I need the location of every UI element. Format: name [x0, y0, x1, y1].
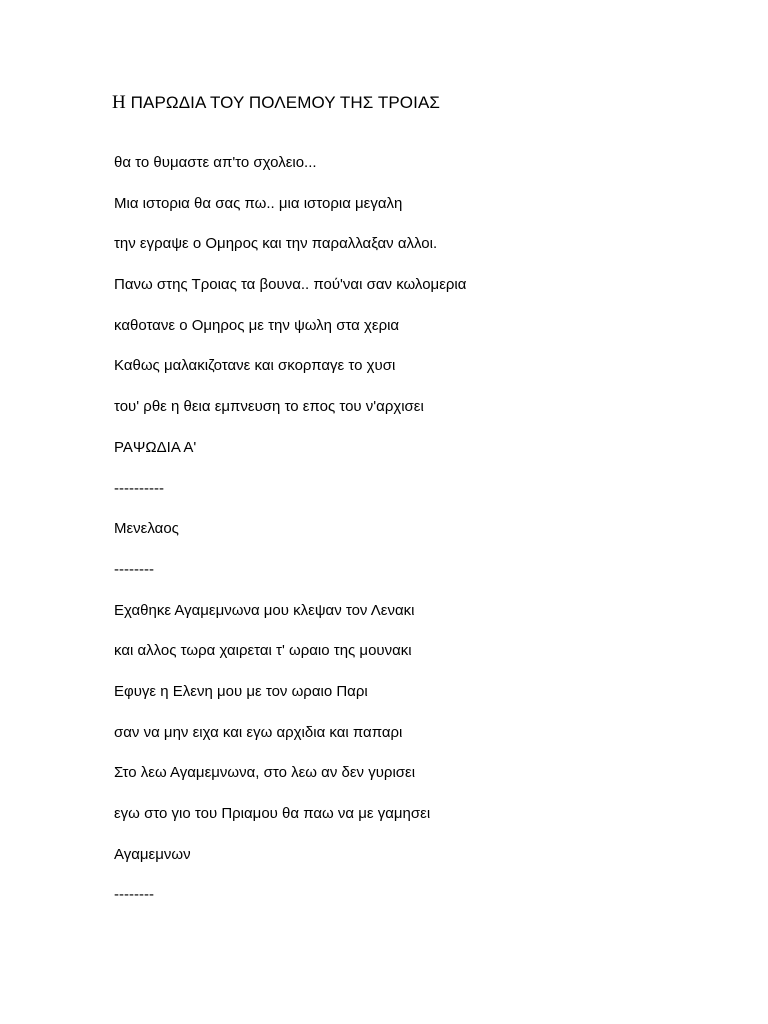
poem-line: Εχαθηκε Αγαμεμνωνα μου κλεψαν τον Λενακι — [114, 601, 415, 619]
poem-line: του' ρθε η θεια εμπνευση το επος του ν'αρχισει — [114, 398, 424, 416]
speaker-name: Μενελαος — [114, 520, 179, 538]
document-title — [112, 91, 440, 115]
poem-line: και αλλος τωρα χαιρεται τ' ωραιο της μουνακι — [114, 642, 412, 660]
poem-line: Πανω στης Τροιας τα βουνα.. πού'ναι σαν κωλομερια — [114, 276, 467, 294]
poem-line: Μια ιστορια θα σας πω.. μια ιστορια μεγαλη — [114, 194, 403, 212]
poem-lines — [114, 152, 466, 925]
separator-line: -------- — [114, 886, 154, 904]
title-text: ΠΑΡΩΔΙΑ ΤΟΥ ΠΟΛΕΜΟΥ ΤΗΣ ΤΡΟΙΑΣ — [125, 93, 440, 112]
poem-line: Καθως μαλακιζοτανε και σκορπαγε το χυσι — [114, 357, 396, 375]
poem-line: Εφυγε η Ελενη μου με τον ωραιο Παρι — [114, 682, 368, 700]
separator-line: -------- — [114, 560, 154, 578]
poem-line: σαν να μην ειχα και εγω αρχιδια και παπαρι — [114, 723, 403, 741]
poem-line: εγω στο γιο του Πριαμου θα παω να με γαμησει — [114, 805, 431, 822]
poem-line: θα το θυμαστε απ'το σχολειο... — [114, 154, 317, 171]
title-initial: Η — [112, 92, 126, 113]
separator-line: ---------- — [114, 479, 164, 497]
speaker-name: Αγαμεμνων — [114, 845, 191, 863]
poem-line: την εγραψε ο Ομηρος και την παραλλαξαν αλλοι. — [114, 235, 438, 253]
section-heading: ΡΑΨΩΔΙΑ Α' — [114, 438, 197, 456]
poem-line: Στο λεω Αγαμεμνωνα, στο λεω αν δεν γυρισει — [114, 764, 416, 782]
poem-line: καθοτανε ο Ομηρος με την ψωλη στα χερια — [114, 316, 400, 334]
